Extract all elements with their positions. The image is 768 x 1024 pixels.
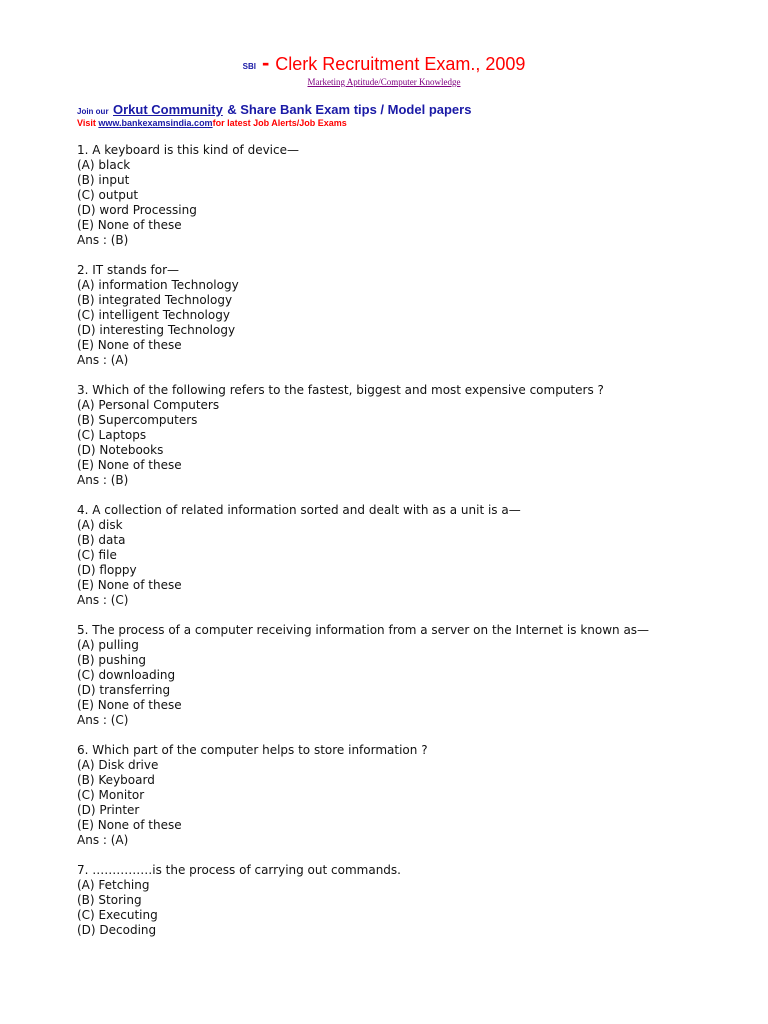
option: (B) Supercomputers xyxy=(77,413,198,427)
option: (D) transferring xyxy=(77,683,171,697)
option: (C) output xyxy=(77,188,139,202)
option: (B) Storing xyxy=(77,893,142,907)
sbi-label: SBI xyxy=(242,62,256,71)
question-7 xyxy=(77,863,747,938)
option: (B) data xyxy=(77,533,126,547)
visit-text: Visit xyxy=(77,118,96,128)
option: (B) input xyxy=(77,173,130,187)
answer: Ans : (B) xyxy=(77,233,129,247)
option: (C) downloading xyxy=(77,668,176,682)
question-5 xyxy=(77,623,747,728)
visit-rest-text: for latest Job Alerts/Job Exams xyxy=(212,118,347,128)
option: (A) black xyxy=(77,158,131,172)
question-text: 3. Which of the following refers to the fastest, biggest and most expensive computers ? xyxy=(77,383,604,397)
option: (C) Executing xyxy=(77,908,158,922)
option: (D) Printer xyxy=(77,803,140,817)
question-2 xyxy=(77,263,747,368)
answer: Ans : (A) xyxy=(77,833,129,847)
question-text: 5. The process of a computer receiving information from a server on the Internet is known as— xyxy=(77,623,650,637)
option: (C) Laptops xyxy=(77,428,147,442)
option: (D) word Processing xyxy=(77,203,197,217)
option: (B) integrated Technology xyxy=(77,293,233,307)
promo-line xyxy=(77,102,471,118)
share-text: & Share Bank Exam tips / Model papers xyxy=(227,102,472,117)
option: (A) Disk drive xyxy=(77,758,159,772)
option: (B) pushing xyxy=(77,653,147,667)
option: (E) None of these xyxy=(77,458,182,472)
option: (E) None of these xyxy=(77,818,182,832)
option: (E) None of these xyxy=(77,218,182,232)
answer: Ans : (A) xyxy=(77,353,129,367)
option: (A) disk xyxy=(77,518,123,532)
question-6 xyxy=(77,743,747,848)
visit-line xyxy=(77,118,347,128)
option: (A) pulling xyxy=(77,638,139,652)
answer: Ans : (C) xyxy=(77,593,129,607)
option: (B) Keyboard xyxy=(77,773,155,787)
option: (D) Decoding xyxy=(77,923,157,937)
question-3 xyxy=(77,383,747,488)
option: (C) file xyxy=(77,548,117,562)
answer: Ans : (C) xyxy=(77,713,129,727)
question-1 xyxy=(77,143,747,248)
orkut-community-link[interactable]: Orkut Community xyxy=(113,102,223,117)
header-dash: - xyxy=(261,50,270,75)
option: (D) interesting Technology xyxy=(77,323,236,337)
option: (D) floppy xyxy=(77,563,137,577)
page-title: Clerk Recruitment Exam., 2009 xyxy=(275,54,526,74)
page-header xyxy=(0,52,768,74)
question-text: 4. A collection of related information sorted and dealt with as a unit is a— xyxy=(77,503,521,517)
website-link[interactable]: www.bankexamsindia.com xyxy=(98,118,213,128)
page-subtitle: Marketing Aptitude/Computer Knowledge xyxy=(307,77,461,87)
question-text: 1. A keyboard is this kind of device— xyxy=(77,143,299,157)
option: (E) None of these xyxy=(77,338,182,352)
option: (C) intelligent Technology xyxy=(77,308,230,322)
question-list xyxy=(77,143,747,953)
option: (E) None of these xyxy=(77,578,182,592)
option: (A) information Technology xyxy=(77,278,239,292)
answer: Ans : (B) xyxy=(77,473,129,487)
join-text: Join our xyxy=(77,107,109,116)
question-text: 6. Which part of the computer helps to store information ? xyxy=(77,743,428,757)
option: (D) Notebooks xyxy=(77,443,164,457)
option: (A) Personal Computers xyxy=(77,398,220,412)
option: (A) Fetching xyxy=(77,878,150,892)
question-4 xyxy=(77,503,747,608)
option: (E) None of these xyxy=(77,698,182,712)
question-text: 7. ……………is the process of carrying out commands. xyxy=(77,863,401,877)
option: (C) Monitor xyxy=(77,788,145,802)
question-text: 2. IT stands for— xyxy=(77,263,180,277)
